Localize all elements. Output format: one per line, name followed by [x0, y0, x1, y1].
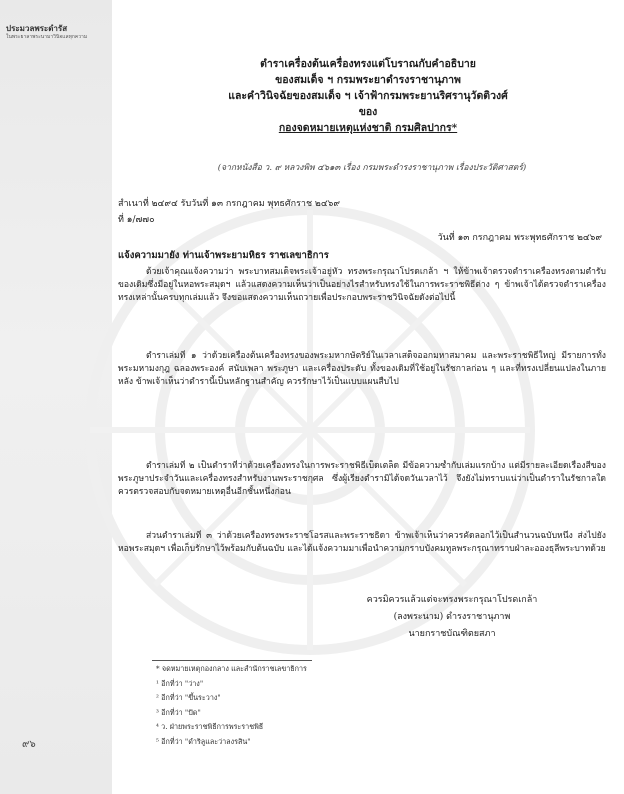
footnote-2: ² อีกที่ว่า "ขึ้นระวาง"	[156, 693, 221, 703]
signature-closing: ควรมิควรแล้วแต่จะทรงพระกรุณาโปรดเกล้า	[366, 595, 538, 605]
footnote-star: * จดหมายเหตุกองกลาง และสำนักราชเลขาธิการ	[156, 664, 307, 673]
title-line-2: ของสมเด็จ ฯ กรมพระยาดำรงราชานุภาพ	[275, 74, 461, 86]
page-number: ๙๖	[22, 739, 36, 750]
signature-block	[302, 592, 602, 643]
running-head	[6, 24, 106, 41]
paragraph-3	[118, 460, 606, 526]
footnotes	[156, 662, 596, 750]
title-line-1: ตำราเครื่องต้นเครื่องทรงแต่โบราณกับคำอธิบาย	[260, 58, 476, 70]
paragraph-4	[118, 530, 606, 584]
paragraph-3-text: ตำราเล่มที่ ๒ เป็นตำราที่ว่าด้วยเครื่องทรงในการพระราชพิธีเบ็ดเตล็ด มีข้อความซ้ำกับเล่มแรกบ้าง แต่มีรายละเอียดเรื่องสีของพระภูษาประจำวันและเครื่องทรงสำหรับงานพระราชกุศล ซึ่งผู้เรียงตำรามิได้จดวันเวลาไว้ จึงยังไม่ทราบแน่ว่าเป็นตำราในรัชกาลใด ควรตรวจสอบกับจดหมายเหตุอื่นอีกชั้นหนึ่งก่อน	[118, 461, 606, 498]
title-line-5: กองจดหมายเหตุแห่งชาติ กรมศิลปากร*	[278, 122, 458, 134]
running-head-subtitle: ในพระยาลาพระนามาวินิจแลทุกความ	[6, 34, 88, 40]
title-line-4: ของ	[358, 106, 378, 118]
footnote-3: ³ อีกที่ว่า "ปัด"	[156, 707, 201, 717]
footnote-5: ⁵ อีกที่ว่า "ดำริลูและว่าลงรสิน"	[156, 736, 251, 746]
paragraph-1	[118, 266, 606, 346]
document-body	[112, 0, 624, 794]
paragraph-2-text: ตำราเล่มที่ ๑ ว่าด้วยเครื่องต้นเครื่องทรงของพระมหากษัตริย์ในเวลาเสด็จออกมหาสมาคม และพระราชพิธีใหญ่ มีรายการทั้งพระมหามงกุฎ ฉลองพระองค์ สนับเพลา พระภูษา และเครื่องประดับ ทั้งของเดิมที่ใช้อยู่ในรัชกาลก่อน ๆ และที่ทรงเปลี่ยนแปลงในภายหลัง ข้าพเจ้าเห็นว่าตำรานี้เป็นหลักฐานสำคัญ ควรรักษาไว้เป็นแบบแผนสืบไป	[118, 351, 606, 388]
letter-date: วันที่ ๑๓ กรกฎาคม พระพุทธศักราช ๒๔๖๙	[437, 233, 602, 243]
running-head-title: ประมวลพระดำรัส	[6, 24, 68, 33]
footnote-divider	[152, 660, 312, 661]
title-line-3: และคำวินิจฉัยของสมเด็จ ฯ เจ้าฟ้ากรมพระยานริศรานุวัดติวงศ์	[228, 90, 508, 102]
signature-title: นายกราชบัณฑิตยสภา	[408, 629, 496, 639]
footnote-4: ⁴ ว. ฝ่ายพระราชพิธีการพระราชพิธี	[156, 722, 264, 732]
paragraph-2	[118, 350, 606, 456]
reference-number: ที่ ๑/๗๗๐	[118, 215, 155, 225]
salutation: แจ้งความมายัง ท่านเจ้าพระยามหิธร ราชเลขาธิการ	[118, 250, 329, 261]
footnote-1: ¹ อีกที่ว่า "ว่าง"	[156, 678, 204, 688]
title-line-5-wrap	[112, 120, 624, 136]
signature-name: (ลงพระนาม) ดำรงราชานุภาพ	[393, 612, 511, 622]
document-title-block	[112, 56, 624, 136]
paragraph-1-text: ด้วยเจ้าคุณแจ้งความว่า พระบาทสมเด็จพระเจ้าอยู่หัว ทรงพระกรุณาโปรดเกล้า ฯ ให้ข้าพเจ้าตรวจตำราเครื่องทรงตามตำรับของเดิมซึ่งมีอยู่ในหอพระสมุดฯ แล้วแสดงความเห็นว่าเป็นอย่างไรสำหรับทรงใช้ในการพระราชพิธีต่าง ๆ ข้าพเจ้าได้ตรวจตำราเครื่องทรงเหล่านั้นครบทุกเล่มแล้ว จึงขอแสดงความเห็นถวายเพื่อประกอบพระราชวินิจฉัยดังต่อไปนี้	[118, 267, 606, 304]
source-note: (จากหนังสือ ว. ๙ หลวงพิพ ๔๖๑๓ เรื่อง กรมพระดำรงราชานุภาพ เรื่องประวัติศาสตร์)	[217, 163, 527, 173]
receipt-line: สำเนาที่ ๒๔๙๔ รับวันที่ ๑๓ กรกฎาคม พุทธศักราช ๒๔๖๙	[118, 199, 340, 209]
paragraph-4-text: ส่วนตำราเล่มที่ ๓ ว่าด้วยเครื่องทรงพระราชโอรสและพระราชธิดา ข้าพเจ้าเห็นว่าควรคัดลอกไว้เป็นสำนวนฉบับหนึ่ง ส่งไปยังหอพระสมุดฯ เพื่อเก็บรักษาไว้พร้อมกับต้นฉบับ และได้แจ้งความมาเพื่อนำความกราบบังคมทูลพระกรุณาทราบฝ่าละอองธุลีพระบาทด้วย	[118, 531, 606, 555]
